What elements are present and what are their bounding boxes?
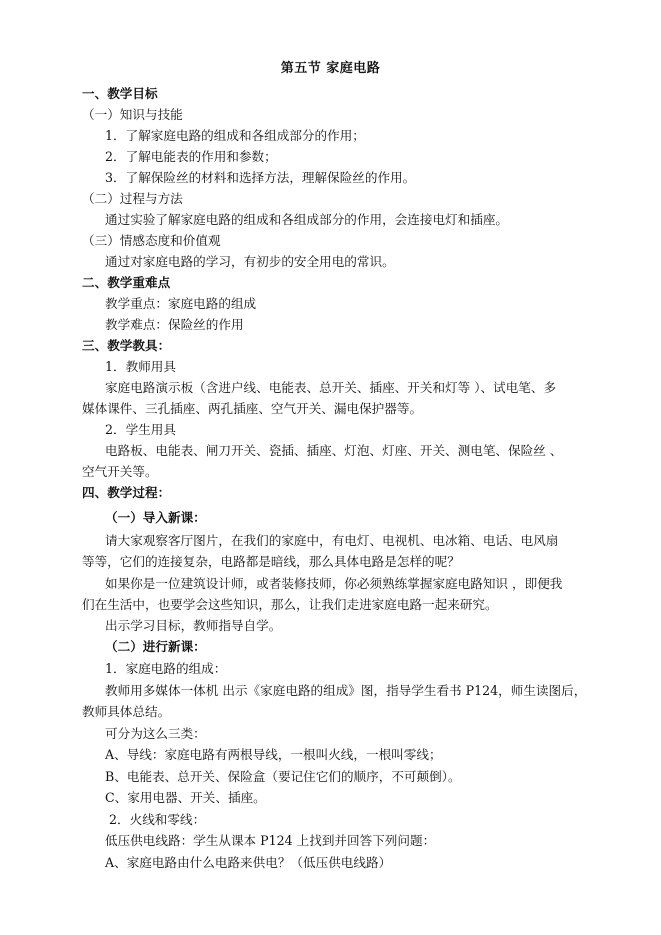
paragraph-continued: 等等，它们的连接复杂，电路都是暗线，那么具体电路是怎样的呢？ xyxy=(82,554,460,569)
list-item: 1．教师用具 xyxy=(105,359,176,374)
paragraph: 通过对家庭电路的学习，有初步的安全用电的常识。 xyxy=(105,254,395,269)
section-heading-key-points: 二、教学重难点 xyxy=(82,275,171,290)
list-item: 2．火线和零线： xyxy=(109,812,206,827)
list-item: 2．了解电能表的作用和参数； xyxy=(105,149,277,164)
paragraph: A、家庭电路由什么电路来供电？（低压供电线路） xyxy=(105,855,392,870)
subheading-knowledge: （一）知识与技能 xyxy=(82,107,183,122)
paragraph: 教学重点：家庭电路的组成 xyxy=(105,296,257,311)
subheading-process: （二）过程与方法 xyxy=(82,191,183,206)
paragraph: 电路板、电能表、闸刀开关、瓷插、插座、灯泡、灯座、开关、测电笔、保险丝 、 xyxy=(105,443,563,458)
list-item: C、家用电器、开关、插座。 xyxy=(105,790,266,805)
list-item: 3．了解保险丝的材料和选择方法，理解保险丝的作用。 xyxy=(105,170,416,185)
list-item: A、导线：家庭电路有两根导线，一根叫火线，一根叫零线； xyxy=(105,747,442,762)
subheading-new-lesson: （二）进行新课： xyxy=(105,639,206,654)
list-item: B、电能表、总开关、保险盒（要记住它们的顺序，不可颠倒）。 xyxy=(105,769,461,784)
list-item: 1．了解家庭电路的组成和各组成部分的作用； xyxy=(105,128,365,143)
subheading-introduction: （一）导入新课： xyxy=(105,510,206,525)
section-heading-objectives: 一、教学目标 xyxy=(82,86,158,101)
paragraph-continued: 媒体课件、三孔插座、两孔插座、空气开关、漏电保护器等。 xyxy=(82,401,423,416)
subheading-attitude: （三）情感态度和价值观 xyxy=(82,233,221,248)
paragraph: 家庭电路演示板（含进户线、电能表、总开关、插座、开关和灯等 ）、试电笔、多 xyxy=(105,380,557,395)
paragraph: 低压供电线路：学生从课本 P124 上找到并回答下列问题： xyxy=(105,833,436,848)
paragraph: 教师用多媒体一体机 出示《家庭电路的组成》图，指导学生看书 P124，师生读图后， xyxy=(105,683,587,698)
paragraph-continued: 教师具体总结。 xyxy=(82,704,171,719)
section-heading-process: 四、教学过程： xyxy=(82,485,171,500)
paragraph-continued: 们在生活中，也要学会这些知识，那么，让我们走进家庭电路一起来研究。 xyxy=(82,597,498,612)
section-heading-teaching-aids: 三、教学教具： xyxy=(82,338,171,353)
paragraph-continued: 空气开关等。 xyxy=(82,464,158,479)
paragraph: 可分为这么三类： xyxy=(105,726,206,741)
paragraph: 出示学习目标，教师指导自学。 xyxy=(105,618,282,633)
paragraph: 如果你是一位建筑设计师，或者装修技师，你必须熟练掌握家庭电路知识 ，即便我 xyxy=(105,576,563,591)
page-title: 第五节 家庭电路 xyxy=(280,61,381,76)
paragraph: 请大家观察客厅图片，在我们的家庭中，有电灯、电视机、电冰箱、电话、电风扇 xyxy=(105,533,559,548)
list-item: 1．家庭电路的组成： xyxy=(105,661,227,676)
list-item: 2．学生用具 xyxy=(105,422,176,437)
paragraph: 教学难点：保险丝的作用 xyxy=(105,317,244,332)
paragraph: 通过实验了解家庭电路的组成和各组成部分的作用，会连接电灯和插座。 xyxy=(105,212,508,227)
